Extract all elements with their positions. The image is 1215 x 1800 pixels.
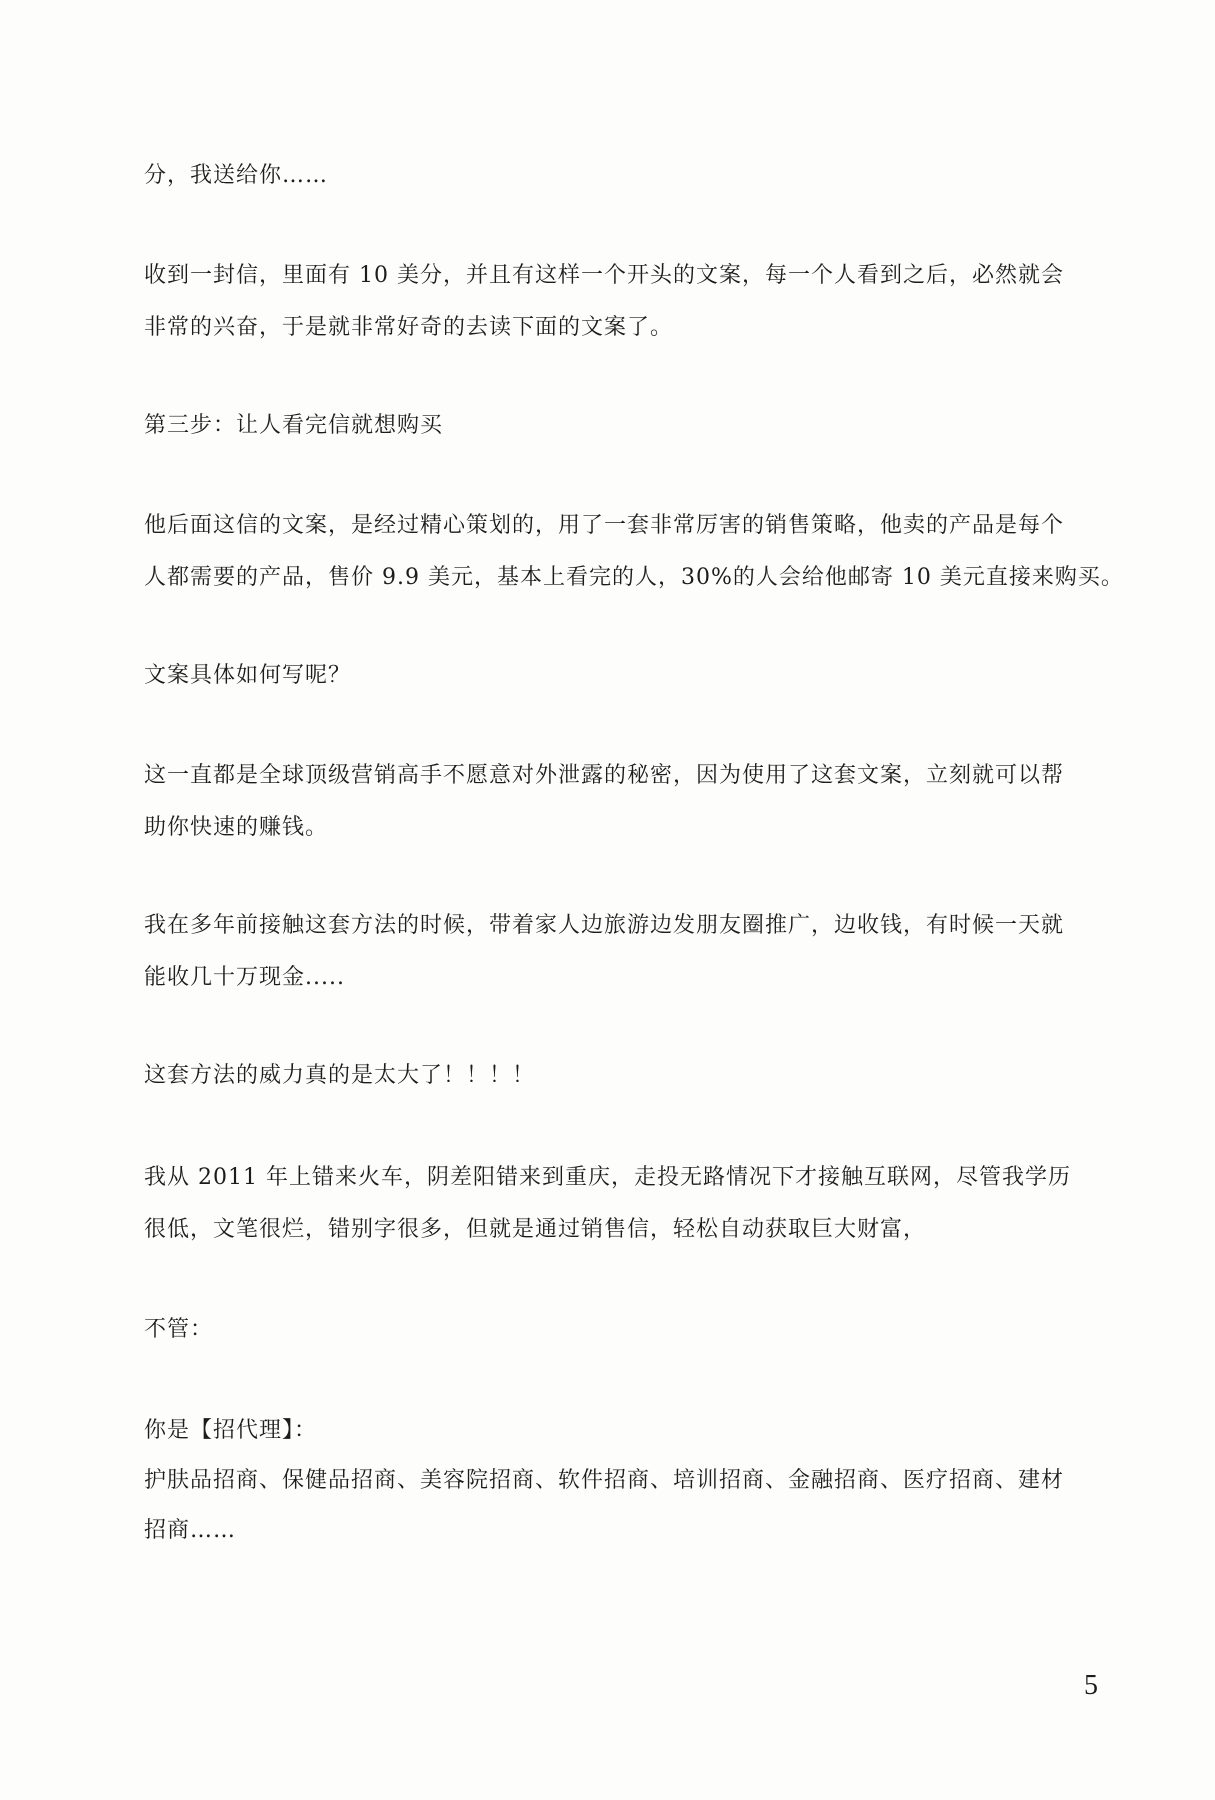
paragraph-5 [144,650,1044,702]
paragraph-10 [144,1304,1044,1356]
text-line: 很低，文笔很烂，错别字很多，但就是通过销售信，轻松自动获取巨大财富， [144,1217,927,1242]
text-line: 第三步：让人看完信就想购买 [144,413,444,438]
text-line: 我在多年前接触这套方法的时候，带着家人边旅游边发朋友圈推广，边收钱，有时候一天就 [144,913,1065,938]
page-number: 5 [1084,1670,1098,1701]
text-line: 招商…… [144,1518,237,1543]
text-line: 他后面这信的文案，是经过精心策划的，用了一套非常厉害的销售策略，他卖的产品是每个 [144,513,1065,538]
text-line: 分，我送给你…… [144,163,329,188]
text-line: 护肤品招商、保健品招商、美容院招商、软件招商、培训招商、金融招商、医疗招商、建材 [144,1468,1065,1493]
text-line: 能收几十万现金..... [144,965,345,990]
text-line: 我从 2011 年上错来火车，阴差阳错来到重庆，走投无路情况下才接触互联网，尽管我学历 [144,1165,1071,1190]
paragraph-1 [144,150,1044,202]
text-line: 非常的兴奋，于是就非常好奇的去读下面的文案了。 [144,315,674,340]
paragraph-4 [144,500,1124,604]
paragraph-9 [144,1152,1071,1256]
paragraph-11 [144,1406,1065,1556]
paragraph-7 [144,900,1065,1004]
text-line: 人都需要的产品，售价 9.9 美元，基本上看完的人，30%的人会给他邮寄 10 美元直接来购买。 [144,565,1124,590]
paragraph-3 [144,400,1044,452]
text-line: 不管： [144,1317,214,1342]
text-line: 文案具体如何写呢？ [144,663,352,688]
text-line: 这一直都是全球顶级营销高手不愿意对外泄露的秘密，因为使用了这套文案，立刻就可以帮 [144,763,1065,788]
paragraph-6 [144,750,1065,854]
text-line: 你是【招代理】： [144,1418,318,1443]
text-line: 这套方法的威力真的是太大了！！！！ [144,1063,536,1088]
paragraph-8 [144,1050,1044,1102]
text-line: 助你快速的赚钱。 [144,815,329,840]
text-line: 收到一封信，里面有 10 美分，并且有这样一个开头的文案，每一个人看到之后，必然就会 [144,263,1064,288]
paragraph-2 [144,250,1064,354]
